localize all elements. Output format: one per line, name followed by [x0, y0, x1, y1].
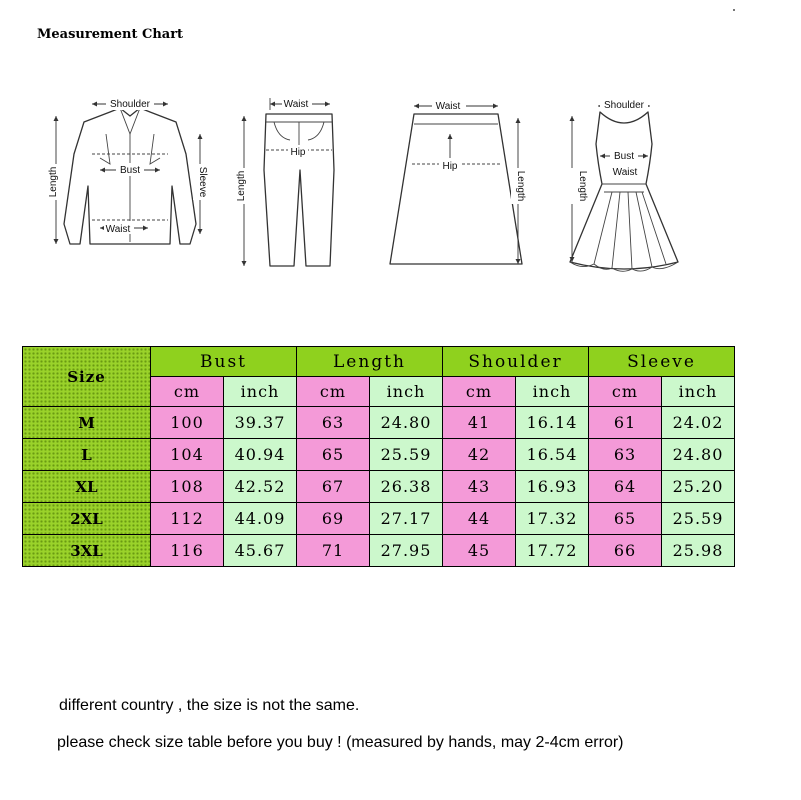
- value-cell: 65: [589, 503, 662, 535]
- dress-shoulder-label: Shoulder: [603, 100, 645, 111]
- value-cell: 42: [443, 439, 516, 471]
- size-cell: 3XL: [23, 535, 151, 567]
- value-cell: 17.72: [516, 535, 589, 567]
- table-row: [23, 535, 735, 567]
- size-cell: XL: [23, 471, 151, 503]
- value-cell: 25.59: [370, 439, 443, 471]
- size-cell: M: [23, 407, 151, 439]
- length-header: Length: [297, 347, 443, 377]
- value-cell: 116: [151, 535, 224, 567]
- value-cell: 39.37: [224, 407, 297, 439]
- shirt-figure: [48, 94, 218, 269]
- page-title: Measurement Chart: [37, 27, 184, 42]
- pants-hip-label: Hip: [290, 147, 306, 158]
- value-cell: 25.59: [662, 503, 735, 535]
- value-cell: 63: [297, 407, 370, 439]
- dress-figure: [560, 94, 690, 279]
- value-cell: 108: [151, 471, 224, 503]
- value-cell: 26.38: [370, 471, 443, 503]
- shirt-waist-label: Waist: [105, 224, 131, 235]
- shoulder-header: Shoulder: [443, 347, 589, 377]
- unit-cm: cm: [443, 377, 516, 407]
- value-cell: 64: [589, 471, 662, 503]
- speck: [733, 9, 735, 11]
- table-row: [23, 407, 735, 439]
- shirt-sleeve-label: Sleeve: [197, 166, 208, 198]
- value-cell: 100: [151, 407, 224, 439]
- value-cell: 40.94: [224, 439, 297, 471]
- value-cell: 66: [589, 535, 662, 567]
- value-cell: 65: [297, 439, 370, 471]
- value-cell: 71: [297, 535, 370, 567]
- value-cell: 27.17: [370, 503, 443, 535]
- skirt-figure: [384, 94, 534, 274]
- value-cell: 25.98: [662, 535, 735, 567]
- unit-cm: cm: [589, 377, 662, 407]
- value-cell: 44.09: [224, 503, 297, 535]
- size-cell: L: [23, 439, 151, 471]
- value-cell: 63: [589, 439, 662, 471]
- size-table: [22, 346, 735, 567]
- shirt-bust-label: Bust: [119, 165, 141, 176]
- pants-figure: [236, 94, 346, 274]
- value-cell: 24.02: [662, 407, 735, 439]
- dress-bust-label: Bust: [613, 151, 635, 162]
- dress-waist-label: Waist: [612, 167, 638, 178]
- pants-length-label: Length: [236, 170, 247, 202]
- size-cell: 2XL: [23, 503, 151, 535]
- pants-waist-label: Waist: [283, 99, 309, 110]
- value-cell: 17.32: [516, 503, 589, 535]
- value-cell: 45.67: [224, 535, 297, 567]
- value-cell: 69: [297, 503, 370, 535]
- skirt-hip-label: Hip: [442, 161, 458, 172]
- value-cell: 16.54: [516, 439, 589, 471]
- value-cell: 16.14: [516, 407, 589, 439]
- shirt-shoulder-label: Shoulder: [109, 99, 151, 110]
- value-cell: 44: [443, 503, 516, 535]
- value-cell: 41: [443, 407, 516, 439]
- value-cell: 43: [443, 471, 516, 503]
- bust-header: Bust: [151, 347, 297, 377]
- unit-inch: inch: [662, 377, 735, 407]
- table-row: [23, 471, 735, 503]
- note-check-table: please check size table before you buy ! (measured by hands, may 2-4cm error): [57, 734, 624, 751]
- dress-length-label: Length: [577, 170, 588, 202]
- value-cell: 25.20: [662, 471, 735, 503]
- skirt-waist-label: Waist: [435, 101, 461, 112]
- unit-inch: inch: [224, 377, 297, 407]
- table-row: [23, 439, 735, 471]
- unit-cm: cm: [151, 377, 224, 407]
- unit-inch: inch: [370, 377, 443, 407]
- shirt-length-label: Length: [48, 166, 59, 198]
- note-size-differs: different country , the size is not the same.: [59, 697, 360, 714]
- unit-inch: inch: [516, 377, 589, 407]
- skirt-length-label: Length: [515, 170, 526, 202]
- value-cell: 24.80: [662, 439, 735, 471]
- unit-cm: cm: [297, 377, 370, 407]
- value-cell: 16.93: [516, 471, 589, 503]
- table-row: [23, 503, 735, 535]
- value-cell: 67: [297, 471, 370, 503]
- value-cell: 42.52: [224, 471, 297, 503]
- value-cell: 61: [589, 407, 662, 439]
- value-cell: 104: [151, 439, 224, 471]
- value-cell: 24.80: [370, 407, 443, 439]
- sleeve-header: Sleeve: [589, 347, 735, 377]
- value-cell: 27.95: [370, 535, 443, 567]
- size-header: Size: [23, 347, 151, 407]
- value-cell: 45: [443, 535, 516, 567]
- value-cell: 112: [151, 503, 224, 535]
